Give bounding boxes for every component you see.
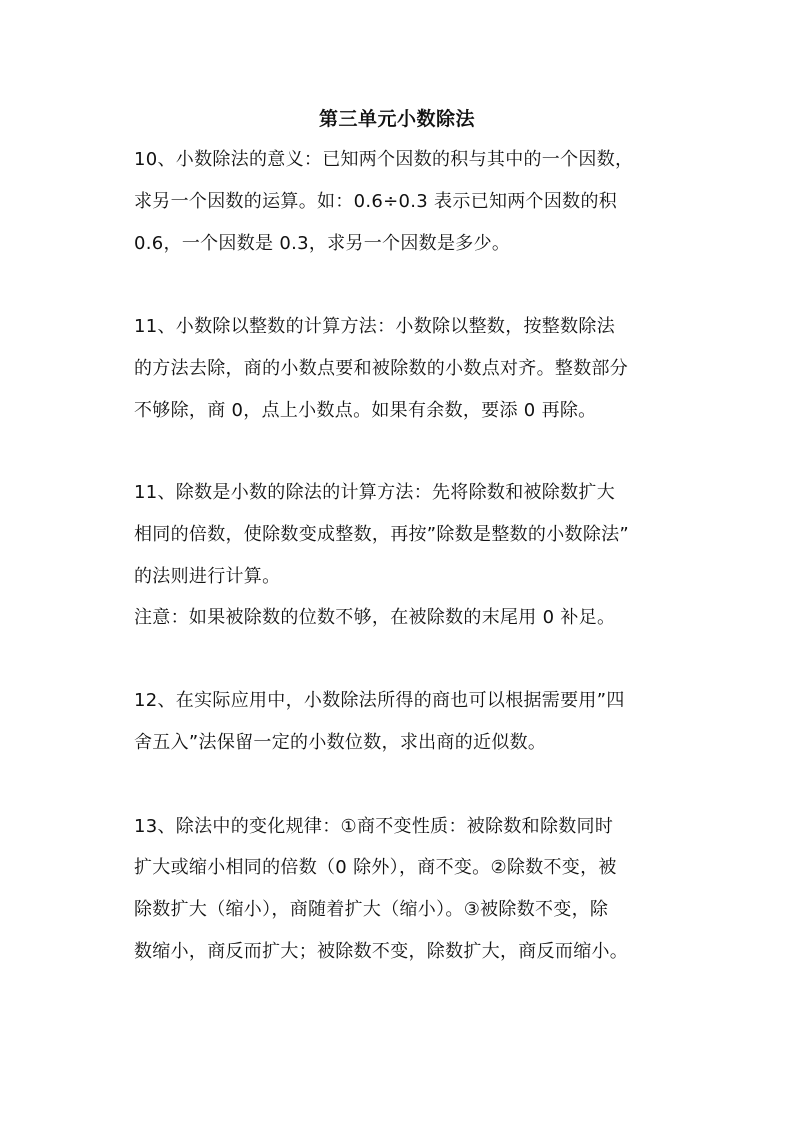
paragraph-line: 相同的倍数，使除数变成整数，再按”除数是整数的小数除法”: [134, 524, 630, 545]
paragraph-line: 不够除，商 0，点上小数点。如果有余数，要添 0 再除。: [134, 400, 597, 421]
paragraph-line: 0.6，一个因数是 0.3，求另一个因数是多少。: [134, 233, 511, 254]
paragraph-line: 舍五入”法保留一定的小数位数，求出商的近似数。: [134, 732, 547, 753]
paragraph-line: 求另一个因数的运算。如：0.6÷0.3 表示已知两个因数的积: [134, 191, 618, 212]
paragraph-line: 的方法去除，商的小数点要和被除数的小数点对齐。整数部分: [134, 358, 629, 379]
paragraph-line: 11、除数是小数的除法的计算方法：先将除数和被除数扩大: [134, 482, 616, 503]
paragraph-line: 的法则进行计算。: [134, 566, 281, 587]
paragraph-line: 11、小数除以整数的计算方法：小数除以整数，按整数除法: [134, 316, 616, 337]
paragraph-line: 10、小数除法的意义：已知两个因数的积与其中的一个因数，: [134, 149, 634, 170]
paragraph-line: 13、除法中的变化规律：①商不变性质：被除数和除数同时: [134, 816, 614, 837]
paragraph-line: 除数扩大（缩小），商随着扩大（缩小）。③被除数不变，除: [134, 899, 609, 920]
paragraph-line: 12、在实际应用中，小数除法所得的商也可以根据需要用”四: [134, 690, 625, 711]
note-line: 注意：如果被除数的位数不够，在被除数的末尾用 0 补足。: [134, 607, 616, 628]
paragraph-line: 扩大或缩小相同的倍数（0 除外），商不变。②除数不变，被: [134, 857, 617, 878]
document-title: 第三单元小数除法: [318, 108, 475, 130]
paragraph-line: 数缩小，商反而扩大；被除数不变，除数扩大，商反而缩小。: [134, 941, 629, 962]
